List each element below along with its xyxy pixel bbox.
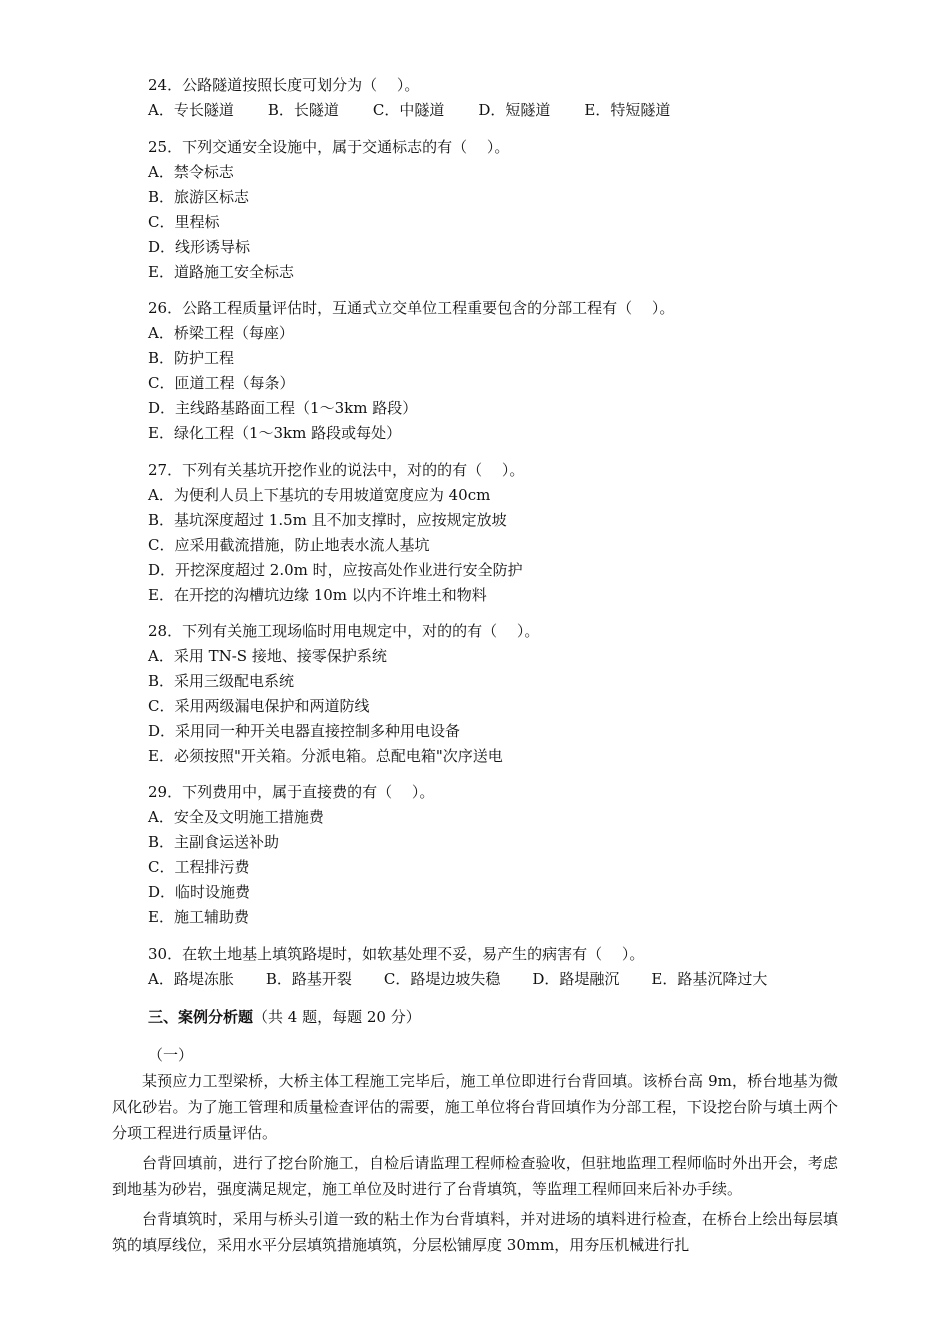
option-d: D．线形诱导标 — [148, 238, 251, 256]
option-a: A．采用 TN-S 接地、接零保护系统 — [148, 647, 387, 665]
option-d: D．采用同一种开关电器直接控制多种用电设备 — [148, 722, 461, 740]
question-stem: 26．公路工程质量评估时，互通式立交单位工程重要包含的分部工程有（ ）。 — [148, 299, 675, 317]
paragraph-2: 台背回填前，进行了挖台阶施工，自检后请监理工程师检查验收，但驻地监理工程师临时外出开会，考虑到地基为砂岩，强度满足规定，施工单位及时进行了台背填筑，等监理工程师回来后补办手续。 — [112, 1154, 838, 1198]
option-c: C．采用两级漏电保护和两道防线 — [148, 697, 370, 715]
option-b: B．长隧道 — [267, 101, 339, 119]
question-24 — [148, 73, 868, 123]
question-27 — [148, 458, 868, 608]
option-d: D．主线路基路面工程（1～3km 路段） — [148, 399, 418, 417]
option-d: D．临时设施费 — [148, 883, 251, 901]
question-29 — [148, 780, 868, 930]
paragraph-1: 某预应力工型梁桥，大桥主体工程施工完毕后，施工单位即进行台背回填。该桥台高 9m，桥台地基为微风化砂岩。为了施工管理和质量检查评估的需要，施工单位将台背回填作为分部工程，下设挖台阶与填土两个分项工程进行质量评估。 — [112, 1072, 838, 1142]
section-note: （共 4 题，每题 20 分） — [253, 1008, 421, 1026]
option-d: D．路堤融沉 — [532, 970, 620, 988]
paragraph-3: 台背填筑时，采用与桥头引道一致的粘土作为台背填料，并对进场的填料进行检查，在桥台上绘出每层填筑的填厚线位，采用水平分层填筑措施填筑，分层松铺厚度 30mm，用夯压机械进行扎 — [112, 1210, 838, 1254]
question-stem: 28．下列有关施工现场临时用电规定中，对的的有（ ）。 — [148, 622, 540, 640]
option-b: B．基坑深度超过 1.5m 且不加支撑时，应按规定放坡 — [148, 511, 507, 529]
question-25 — [148, 135, 868, 285]
option-e: E．必须按照"开关箱。分派电箱。总配电箱"次序送电 — [148, 747, 503, 765]
option-e: E．绿化工程（1～3km 路段或每处） — [148, 424, 402, 442]
option-b: B．旅游区标志 — [148, 188, 250, 206]
option-c: C．路堤边坡失稳 — [383, 970, 501, 988]
option-b: B．采用三级配电系统 — [148, 672, 295, 690]
option-c: C．工程排污费 — [148, 858, 250, 876]
option-c: C．中隧道 — [372, 101, 445, 119]
option-b: B．防护工程 — [148, 349, 235, 367]
option-d: D．短隧道 — [478, 101, 551, 119]
option-b: B．路基开裂 — [265, 970, 352, 988]
option-a: A．路堤冻胀 — [148, 970, 234, 988]
question-30 — [148, 942, 868, 992]
option-a: A．为便利人员上下基坑的专用坡道宽度应为 40cm — [148, 486, 491, 504]
section-heading — [148, 1005, 421, 1030]
question-26 — [148, 296, 868, 446]
case-number: （一） — [148, 1046, 194, 1064]
option-c: C．里程标 — [148, 213, 220, 231]
option-c: C．匝道工程（每条） — [148, 374, 295, 392]
option-a: A．禁令标志 — [148, 163, 234, 181]
question-stem: 24．公路隧道按照长度可划分为（ ）。 — [148, 76, 420, 94]
case-text — [112, 1068, 838, 1262]
option-d: D．开挖深度超过 2.0m 时，应按高处作业进行安全防护 — [148, 561, 523, 579]
option-b: B．主副食运送补助 — [148, 833, 280, 851]
question-28 — [148, 619, 868, 769]
question-stem: 25．下列交通安全设施中，属于交通标志的有（ ）。 — [148, 138, 510, 156]
question-stem: 29．下列费用中，属于直接费的有（ ）。 — [148, 783, 435, 801]
section-title: 三、案例分析题 — [148, 1008, 254, 1026]
option-e: E．路基沉降过大 — [651, 970, 768, 988]
question-stem: 30．在软土地基上填筑路堤时，如软基处理不妥，易产生的病害有（ ）。 — [148, 945, 645, 963]
option-row — [148, 98, 868, 123]
option-e: E．在开挖的沟槽坑边缘 10m 以内不许堆土和物料 — [148, 586, 487, 604]
option-e: E．施工辅助费 — [148, 908, 249, 926]
option-c: C．应采用截流措施，防止地表水流人基坑 — [148, 536, 430, 554]
option-a: A．安全及文明施工措施费 — [148, 808, 324, 826]
option-a: A．桥梁工程（每座） — [148, 324, 294, 342]
option-a: A．专长隧道 — [148, 101, 234, 119]
option-e: E．道路施工安全标志 — [148, 263, 294, 281]
option-e: E．特短隧道 — [584, 101, 671, 119]
option-row — [148, 967, 868, 992]
question-stem: 27．下列有关基坑开挖作业的说法中，对的的有（ ）。 — [148, 461, 525, 479]
